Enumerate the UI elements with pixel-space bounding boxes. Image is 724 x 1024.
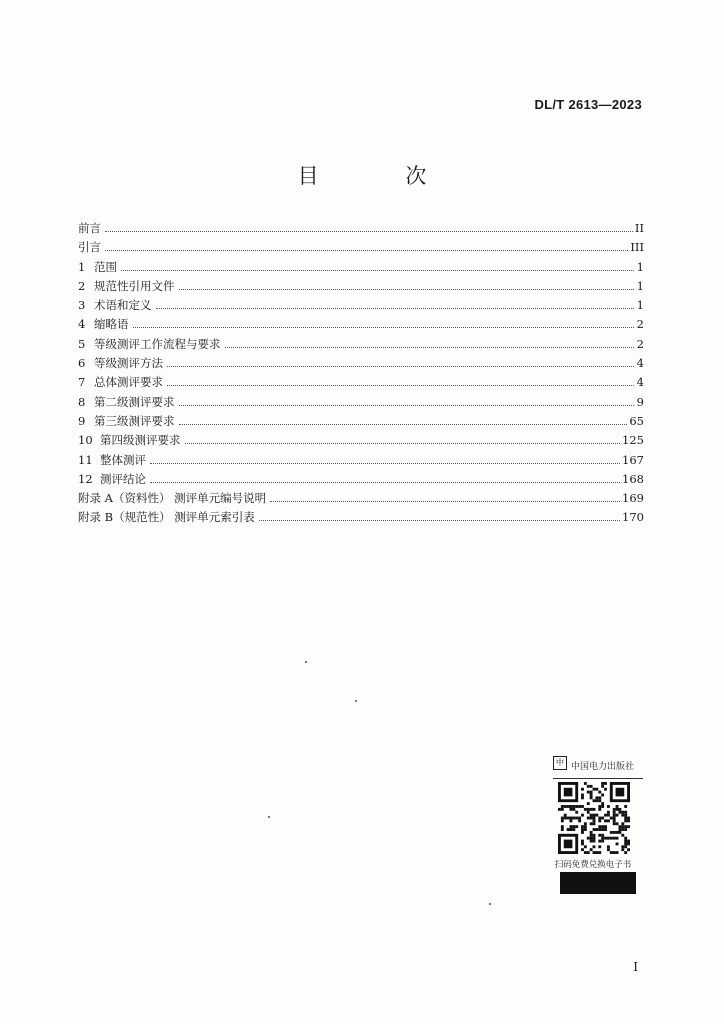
toc-entry-page: 1 — [636, 259, 644, 274]
toc-leader-dots — [133, 327, 635, 328]
publisher-name: 中国电力出版社 — [571, 762, 635, 772]
toc-entry-page: 2 — [636, 336, 644, 351]
toc-entry-number: 8 — [78, 394, 86, 409]
toc-entry-label: 引言 — [78, 240, 101, 255]
page-number: I — [633, 960, 638, 974]
toc-entry-page: 9 — [636, 394, 644, 409]
toc-entry-label: 前言 — [78, 221, 101, 235]
toc-leader-dots — [156, 308, 635, 309]
toc-entry-page: II — [634, 221, 644, 235]
qr-code-icon[interactable] — [558, 782, 630, 854]
toc-entry[interactable] — [78, 336, 644, 355]
toc-entry-number: 1 — [78, 259, 86, 274]
toc-entry-label: 规范性引用文件 — [94, 278, 175, 293]
toc-entry-label: 附录 B（规范性） 测评单元索引表 — [78, 510, 255, 525]
toc-entry-label: 缩略语 — [94, 317, 129, 332]
toc-entry-label: 术语和定义 — [94, 298, 152, 313]
toc-entry-number: 10 — [78, 433, 93, 448]
toc-entry-label: 第三级测评要求 — [94, 413, 175, 428]
scan-speck — [355, 700, 357, 702]
toc-entry[interactable] — [78, 355, 644, 374]
toc-entry-page: 170 — [622, 510, 644, 525]
toc-entry-page: 2 — [636, 317, 644, 332]
toc-entry[interactable] — [78, 316, 644, 335]
toc-entry-number: 4 — [78, 317, 86, 332]
page-title: 目 次 — [297, 164, 467, 188]
publisher-qr-stamp — [543, 756, 643, 896]
toc-entry-number: 12 — [78, 471, 93, 486]
scan-speck — [305, 661, 307, 663]
toc-entry-number: 9 — [78, 413, 86, 428]
toc-leader-dots — [167, 385, 634, 386]
toc-entry-label: 附录 A（资料性） 测评单元编号说明 — [78, 491, 267, 506]
stamp-header — [553, 756, 643, 779]
toc-entry-page: 169 — [622, 491, 644, 506]
toc-entry-label: 第二级测评要求 — [94, 394, 175, 409]
toc-leader-dots — [150, 463, 620, 464]
table-of-contents — [78, 220, 644, 529]
toc-entry-number: 6 — [78, 356, 86, 371]
toc-entry[interactable] — [78, 297, 644, 316]
toc-entry-label: 测评结论 — [100, 471, 146, 486]
toc-entry[interactable] — [78, 278, 644, 297]
toc-leader-dots — [185, 443, 621, 444]
toc-entry-label: 总体测评要求 — [94, 375, 163, 390]
toc-entry-page: 125 — [622, 433, 644, 448]
toc-leader-dots — [167, 366, 634, 367]
toc-entry-page: 65 — [629, 413, 644, 428]
toc-entry-number: 7 — [78, 375, 86, 390]
toc-entry[interactable] — [78, 413, 644, 432]
toc-leader-dots — [179, 289, 635, 290]
toc-leader-dots — [105, 250, 628, 251]
toc-leader-dots — [259, 520, 620, 521]
toc-entry-label: 等级测评工作流程与要求 — [94, 336, 221, 351]
toc-entry-label: 第四级测评要求 — [100, 433, 181, 448]
toc-entry-label: 等级测评方法 — [94, 356, 163, 371]
toc-leader-dots — [270, 501, 620, 502]
toc-entry[interactable] — [78, 374, 644, 393]
toc-entry[interactable] — [78, 220, 644, 239]
toc-entry-number: 2 — [78, 278, 86, 293]
toc-entry[interactable] — [78, 394, 644, 413]
stamp-caption: 扫码免费兑换电子书 — [554, 860, 632, 870]
redacted-code-block — [560, 872, 636, 894]
publisher-logo-icon: 中 — [553, 756, 567, 770]
toc-entry-page: 1 — [636, 278, 644, 293]
toc-entry[interactable] — [78, 239, 644, 258]
toc-entry[interactable] — [78, 452, 644, 471]
toc-entry-page: 4 — [636, 356, 644, 371]
toc-entry-label: 整体测评 — [100, 452, 146, 467]
toc-entry[interactable] — [78, 471, 644, 490]
scan-speck — [268, 816, 270, 818]
toc-entry[interactable] — [78, 259, 644, 278]
toc-leader-dots — [150, 482, 620, 483]
toc-leader-dots — [179, 405, 635, 406]
toc-entry-number: 11 — [78, 452, 93, 467]
toc-entry-number: 5 — [78, 336, 86, 351]
toc-leader-dots — [105, 231, 633, 232]
toc-entry[interactable] — [78, 490, 644, 509]
toc-leader-dots — [179, 424, 628, 425]
toc-leader-dots — [225, 347, 635, 348]
toc-entry-page: 1 — [636, 298, 644, 313]
standard-number: DL/T 2613—2023 — [534, 97, 642, 112]
toc-entry-page: 168 — [622, 471, 644, 486]
toc-entry-page: 4 — [636, 375, 644, 390]
toc-entry-label: 范围 — [94, 259, 117, 274]
toc-entry-page: III — [630, 240, 644, 255]
toc-leader-dots — [121, 270, 634, 271]
toc-entry-number: 3 — [78, 298, 86, 313]
toc-entry[interactable] — [78, 432, 644, 451]
toc-entry-page: 167 — [622, 452, 644, 467]
toc-entry[interactable] — [78, 509, 644, 528]
scan-speck — [489, 903, 491, 905]
